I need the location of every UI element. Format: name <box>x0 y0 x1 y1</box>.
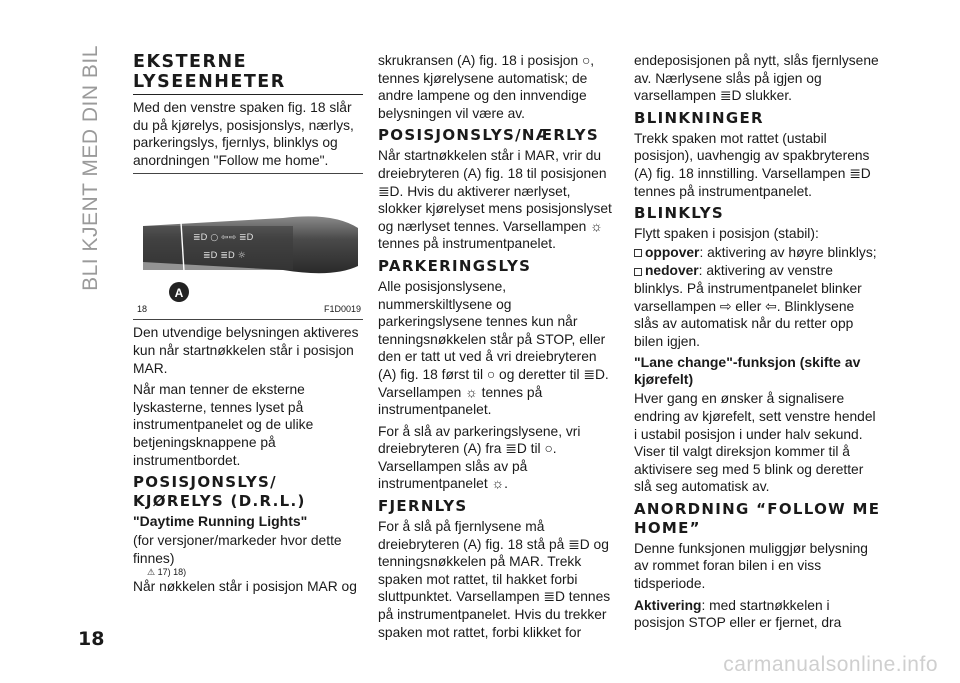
park-paragraph-2: For å slå av parkeringslysene, vri dreiebryteren (A) fra ≣D til ○. Varsellampen slås av på instrumentpanelet ☼. <box>378 423 581 492</box>
aktivering-text: : med startnøkkelen i posisjon STOP eller er fjernet, dra <box>634 597 842 631</box>
col2-paragraph-1: skrukransen (A) fig. 18 i posisjon ○, tennes kjørelysene automatisk; de andre lampene og den innvendige belysningen vil være av. <box>378 53 595 121</box>
column-3 <box>634 52 882 636</box>
section-heading: EKSTERNE LYSEENHETER <box>133 52 286 92</box>
svg-text:≣D ○ ⇦⇨ ≣D: ≣D ○ ⇦⇨ ≣D <box>193 233 254 244</box>
park-paragraph-1: Alle posisjonslysene, nummerskiltlysene og parkeringslysene tennes kun når tenningsnøkkelen står på STOP, eller den er tatt ut ved å vri dreiebryteren (A) fig. 18 først til ○ og deretter til ≣D. Varsellampen ☼ tennes på instrumentpanelet. <box>378 278 609 418</box>
follow-paragraph: Denne funksjonen muliggjør belysning av rommet foran bilen i en viss tidsperiode. <box>634 540 868 592</box>
pos-heading: POSISJONSLYS/NÆRLYS <box>378 126 599 145</box>
figure-number: 18 <box>137 304 148 315</box>
list-item <box>634 262 882 350</box>
blinkn-heading: BLINKNINGER <box>634 108 764 127</box>
chapter-sidebar <box>78 45 104 291</box>
item1-keyword: oppover <box>645 244 700 260</box>
blinkl-heading: BLINKLYS <box>634 204 725 223</box>
follow-heading: ANORDNING “FOLLOW ME HOME” <box>634 499 881 537</box>
blinkn-paragraph: Trekk spaken mot rattet (ustabil posisjon), uavhengig av spakbryterens (A) fig. 18 innstilling. Varsellampen ≣D tennes på instrumentpanelet. <box>634 130 871 199</box>
figure-top-rule <box>133 173 363 174</box>
pos-paragraph: Når startnøkkelen står i MAR, vrir du dreiebryteren (A) fig. 18 til posisjonen ≣D. Hvis du aktiverer nærlyset, slokker kjørelyset mens posisjonslyset og nærlyset tennes. Varsellampen ☼ tennes på instrumentpanelet. <box>378 148 612 252</box>
bullet-icon <box>634 249 642 257</box>
blinkl-paragraph: Flytt spaken i posisjon (stabil): <box>634 226 819 242</box>
column-1 <box>133 52 363 600</box>
drl-heading: POSISJONSLYS/ KJØRELYS (D.R.L.) <box>133 473 306 511</box>
aktivering-keyword: Aktivering <box>634 597 702 613</box>
item1-text: : aktivering av høyre blinklys; <box>699 244 877 260</box>
svg-text:≣D ≣D ☼: ≣D ≣D ☼ <box>203 251 246 262</box>
col1-paragraph-2: Når man tenner de eksterne lyskasterne, tennes lyset på instrumentpanelet og de ulike betjeningsknappene på instrumentbordet. <box>133 382 314 468</box>
stalk-illustration <box>133 178 363 308</box>
drl-subheading: "Daytime Running Lights" <box>133 513 308 530</box>
bullet-icon <box>634 268 642 276</box>
park-heading: PARKERINGSLYS <box>378 256 532 275</box>
figure-code: F1D0019 <box>323 304 361 315</box>
page-number: 18 <box>78 628 105 650</box>
col1-paragraph-1: Den utvendige belysningen aktiveres kun når startnøkkelen står i posisjon MAR. <box>133 325 359 376</box>
aktivering-paragraph <box>634 597 882 632</box>
lane-paragraph: Hver gang en ønsker å signalisere endring av kjørefelt, sett venstre hendel i ustabil posisjon i under halv sekund. Viser til valgt direksjon kommer til å aktivisere seg med 5 blink og deretter slå seg automatisk av. <box>634 391 876 495</box>
drl-paragraph: (for versjoner/markeder hvor dette finnes) <box>133 533 342 566</box>
figure-18 <box>133 178 363 316</box>
warning-icon: ⚠ <box>147 567 156 578</box>
watermark: carmanualsonline.info <box>723 653 938 676</box>
intro-paragraph: Med den venstre spaken fig. 18 slår du på kjørelys, posisjonslys, nærlys, parkeringslys, fjernlys, blinklys og anordningen "Follow me home". <box>133 100 354 168</box>
warning-ref-row <box>133 567 363 578</box>
chapter-title: BLI KJENT MED DIN BIL <box>79 45 102 291</box>
drl-paragraph-2: Når nøkkelen står i posisjon MAR og <box>133 579 357 595</box>
figure-label-A: A <box>174 286 184 301</box>
item2-keyword: nedover <box>645 263 699 279</box>
lane-heading: "Lane change"-funksjon (skifte av kjørefelt) <box>634 354 861 388</box>
item2-text: : aktivering av venstre blinklys. På instrumentpanelet blinker varsellampen ⇨ eller ⇦. Blinklysene slås av automatisk når du retter opp bilen igjen. <box>634 263 862 349</box>
column-2 <box>378 52 618 645</box>
heading-rule <box>133 94 363 95</box>
fjern-heading: FJERNLYS <box>378 497 468 516</box>
list-item <box>634 244 882 262</box>
figure-bottom-rule <box>133 319 363 320</box>
col3-paragraph-1: endeposisjonen på nytt, slås fjernlysene av. Nærlysene slås på igjen og varsellampen ≣D slukker. <box>634 53 879 104</box>
warning-refs: 17) 18) <box>157 567 187 578</box>
fjern-paragraph: For å slå på fjernlysene må dreiebryteren (A) fig. 18 stå på ≣D og tenningsnøkkelen på MAR. Trekk spaken mot rattet, til hakket forbi sluttpunktet. Varsellampen ≣D tennes på instrumentpanelet. Hvis du trekker spaken mot rattet, forbi klikket for <box>378 519 611 640</box>
